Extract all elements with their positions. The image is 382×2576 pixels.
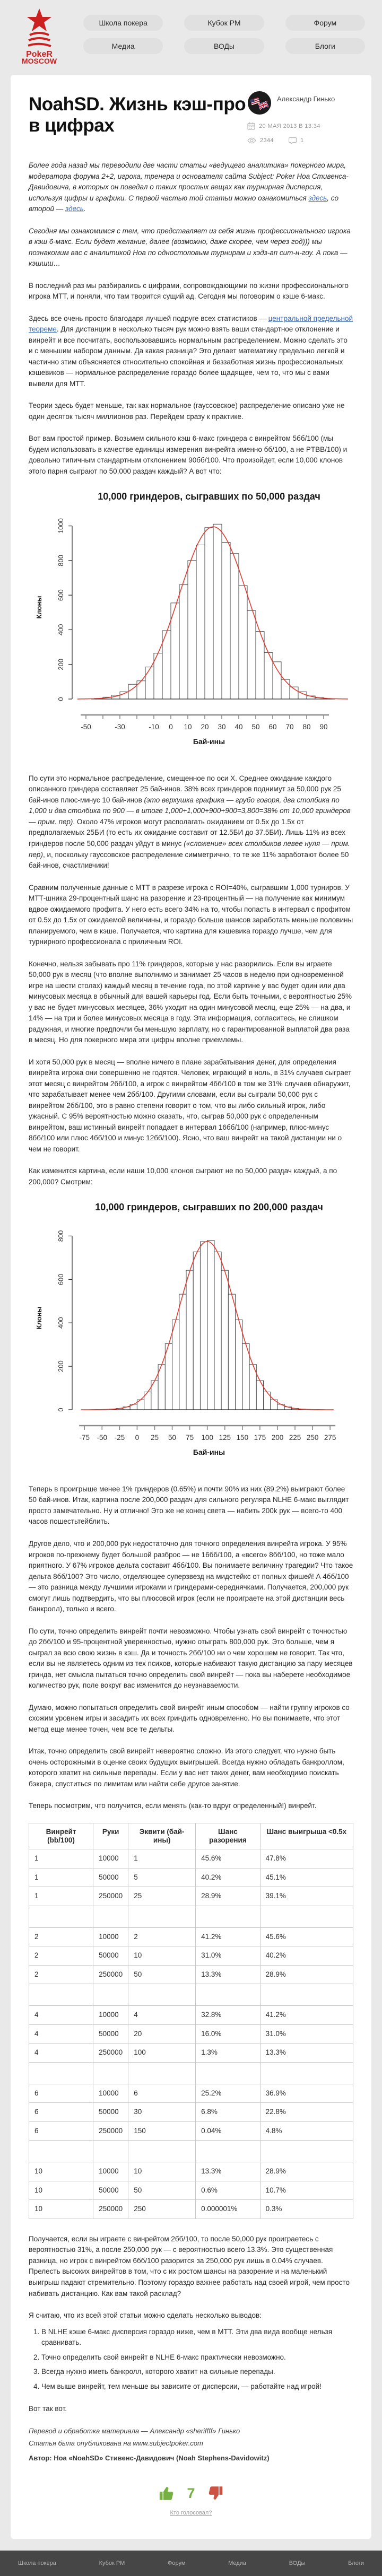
table-cell: 6.8%	[196, 2103, 261, 2122]
histogram-bars	[94, 525, 332, 700]
table-cell: 28.9%	[260, 1965, 353, 1984]
table-cell: 4	[29, 2024, 93, 2044]
table-cell: 6	[29, 2084, 93, 2103]
footer-link-5[interactable]: ВОДы	[289, 2560, 306, 2566]
text-run: Другое дело, что и 200,000 рук недостаточно для точного определения винрейта игрока. У 95% игроков по-прежнему будет большой разброс — не 16бб/100, а «всего» 8бб/100, но тоже мало приятного. У 67% игроков дельта составит 4бб/100. Вы понимаете величину трагедии? Что такое дельта 8бб/100? Это число, отделяющее суперзвезд на мидстейкс от полных фишей! А 4бб/100 — это разница между лучшими игроками и гриндерами-середнячками. Получается, 200,000 рук смогут лишь подтвердить, что вы плюсовой игрок (если не проиграете на этой дистанции весь банкролл), только и всего.	[29, 1540, 353, 1613]
table-cell: 250000	[93, 1965, 128, 1984]
section-after-table	[29, 2234, 353, 2299]
table-row	[29, 2024, 353, 2044]
table-cell	[93, 2062, 128, 2084]
article-paragraph	[29, 1626, 353, 1691]
table-cell: 13.3%	[260, 2044, 353, 2063]
table-cell	[260, 2062, 353, 2084]
table-cell	[128, 1984, 196, 2006]
table-cell: 1	[29, 1868, 93, 1887]
text-run: По сути это нормальное распределение, смещенное по оси X. Среднее ожидание каждого описанного гриндера составляет 25 бай-инов. 38% всех гриндеров поднимут за 50,000 рук 25 бай-инов плюс-минус 10 бай-инов	[29, 774, 341, 804]
article-paragraph	[29, 1166, 353, 1187]
svg-text:-75: -75	[79, 1434, 90, 1442]
article-paragraph	[29, 433, 353, 477]
table-header-cell: Винрейт (bb/100)	[29, 1823, 93, 1849]
table-cell: 10	[29, 2162, 93, 2181]
table-cell: 1.3%	[196, 2044, 261, 2063]
histogram-bars	[95, 1241, 319, 1410]
text-run: Итак, точно определить свой винрейт невероятно сложно. Из этого следует, что нужно быть очень осторожными в оценке своих будущих выигрышей. Всегда нужно обладать банкроллом, которого хватит на сильные перепады. Если у вас нет таких денег, вам необходимо поискать бэкера, спуститься по лимитам или найти себе другое занятие.	[29, 1747, 344, 1788]
table-row	[29, 1927, 353, 1946]
article-paragraph	[29, 1539, 353, 1615]
svg-text:200: 200	[57, 659, 65, 670]
table-cell: 40.2%	[196, 1868, 261, 1887]
text-run: Более года назад мы переводили две части статьи «ведущего аналитика» покерного мира, модератора форума 2+2, игрока, тренера и основателя сайта Subject: Poker Ноа Стивенса-Давидовича, в которых он поведал о таких простых вещах как турнирная дисперсия, используя цифры и графики. С первой частью той статьи можно ознакомиться	[29, 161, 349, 202]
text-run: Конечно, нельзя забывать про 11% гриндеров, которые у нас разорились. Если вы играете 50,000 рук в месяц (что вполне выполнимо и занимает 25 часов в неделю при одновременной игре на шести столах) каждый месяц в течение года, по этой картине у вас будет один или два минусовых месяца в обычный для вашей карьеры год. Если быть точными, с вероятностью 25% у вас не будет минусовых месяцев, 36% уходит на один минусовой месяц, еще 25% — на два, и 14% — на три и более минусовых месяца в году. Эта информация, согласитесь, не слишком радужная, и многие предпочли бы меньшую зарплату, но с гарантированной выплатой два раза в месяц. Но для покерного мира эти цифры вполне приемлемы.	[29, 960, 352, 1044]
table-cell: 31.0%	[260, 2024, 353, 2044]
table-header-cell: Шанс разорения	[196, 1823, 261, 1849]
logo-text-line1: PokeR	[26, 50, 53, 59]
table-cell: 30	[128, 2103, 196, 2122]
article-paragraph	[29, 773, 353, 871]
credit-translator: Перевод и обработка материала — Александр «sheriffff» Гинько	[29, 2426, 353, 2437]
page-title: NoahSD. Жизнь кэш-про в цифрах	[29, 94, 247, 144]
table-cell: 1	[29, 1849, 93, 1868]
table-row	[29, 2121, 353, 2141]
table-cell	[196, 2141, 261, 2162]
table-cell: 250	[128, 2200, 196, 2219]
table-cell: 150	[128, 2121, 196, 2141]
nav-item-4[interactable]: Медиа	[83, 38, 163, 54]
histogram-50k-hands	[29, 488, 353, 756]
avatar[interactable]	[247, 91, 272, 115]
text-run: . Для дистанции в несколько тысяч рук можно взять ваши стандартное отклонение и винрейт и все посчитать, воспользовавшись нормальным распределением. Можно сделать это и с меньшим набором данным. Да какая разница? Это делает математику предельно легкой и частично этим объясняется относительно спокойная и беззаботная жизнь профессиональных кэшевиков — нормальное распределение гораздо более щадящее, чем то, что мы с вами вывели для МТТ.	[29, 325, 348, 388]
section-after-chart1	[29, 773, 353, 1188]
article-paragraph	[29, 2234, 353, 2299]
comments-count[interactable]: 1	[300, 137, 304, 144]
svg-text:1000: 1000	[57, 518, 65, 534]
table-cell: 45.6%	[196, 1849, 261, 1868]
table-cell: 4	[29, 2044, 93, 2063]
table-cell: 10000	[93, 2162, 128, 2181]
table-cell: 4.8%	[260, 2121, 353, 2141]
title-row	[29, 91, 353, 144]
x-axis-label: Бай-ины	[193, 737, 225, 746]
table-cell: 4	[29, 2006, 93, 2025]
views-icon	[247, 137, 256, 144]
table-cell: 4	[128, 2006, 196, 2025]
nav-item-2[interactable]: Кубок РМ	[184, 15, 264, 31]
table-cell	[128, 2141, 196, 2162]
table-cell	[93, 2141, 128, 2162]
text-run: Как изменится картина, если наши 10,000 клонов сыграют не по 50,000 раздач каждый, а по 200,000? Смотрим:	[29, 1167, 337, 1186]
table-cell: 0.04%	[196, 2121, 261, 2141]
svg-text:25: 25	[151, 1434, 159, 1442]
article-paragraph	[29, 313, 353, 390]
table-header-cell: Руки	[93, 1823, 128, 1849]
svg-text:60: 60	[268, 723, 276, 731]
nav-item-6[interactable]: Блоги	[285, 38, 365, 54]
svg-text:70: 70	[285, 723, 293, 731]
svg-text:75: 75	[186, 1434, 194, 1442]
footer-link-1[interactable]: Школа покера	[18, 2560, 56, 2566]
nav-item-5[interactable]: ВОДы	[184, 38, 264, 54]
histogram-200k-hands	[29, 1199, 353, 1466]
text-run: . Около 47% игроков могут располагать ожиданием от 0.5x до 1.5x от предполагаемых 25БИ (то есть их ожидание составит от 12.5БИ до 37.5БИ). Лишь 11% из всех гриндеров после 50,000 раздач уйдут в минус	[29, 818, 345, 848]
table-cell: 50000	[93, 1868, 128, 1887]
chart2-wrap	[29, 1199, 353, 1470]
svg-text:10: 10	[184, 723, 192, 731]
table-cell: 32.8%	[196, 2006, 261, 2025]
y-axis-label: Клоны	[35, 596, 43, 619]
chart-title: 10,000 гриндеров, сыгравших по 50,000 раздач	[98, 491, 320, 502]
inline-link[interactable]: центральной предельной теореме	[29, 315, 353, 334]
text-run: , и, поскольку гауссовское распределение симметрично, то те же 11% заработают более 50 бай-инов, счастливчики!	[29, 851, 349, 870]
article-paragraph	[29, 281, 353, 302]
table-cell	[93, 1906, 128, 1927]
table-row	[29, 1946, 353, 1966]
table-cell: 45.6%	[260, 1927, 353, 1946]
conclusion-item-3: 3. Всегда нужно иметь банкролл, которого хватит на сильные перепады.	[41, 2367, 353, 2378]
svg-text:-30: -30	[115, 723, 125, 731]
svg-text:30: 30	[218, 723, 225, 731]
table-cell: 20	[128, 2024, 196, 2044]
table-cell: 6	[29, 2121, 93, 2141]
svg-text:80: 80	[302, 723, 310, 731]
credit-source: Статья была опубликована на www.subjectpoker.com	[29, 2438, 353, 2449]
table-cell: 0.6%	[196, 2181, 261, 2200]
table-cell: 45.1%	[260, 1868, 353, 1887]
section-after-chart2	[29, 1484, 353, 1812]
views-count: 2344	[260, 137, 274, 144]
table-cell: 2	[29, 1946, 93, 1966]
table-cell: 6	[29, 2103, 93, 2122]
table-cell	[196, 1984, 261, 2006]
poker-moscow-logo[interactable]	[12, 7, 67, 67]
site-header	[0, 0, 382, 73]
table-cell: 250000	[93, 2121, 128, 2141]
stats-table	[29, 1823, 353, 2219]
table-cell	[29, 2062, 93, 2084]
table-row	[29, 1887, 353, 1906]
svg-text:125: 125	[219, 1434, 231, 1442]
table-cell: 10000	[93, 1849, 128, 1868]
svg-text:275: 275	[324, 1434, 336, 1442]
table-cell: 13.3%	[196, 1965, 261, 1984]
outro-line: Вот так вот.	[29, 2404, 353, 2415]
chart1-wrap	[29, 488, 353, 759]
table-cell: 47.8%	[260, 1849, 353, 1868]
table-cell: 5	[128, 1868, 196, 1887]
article-paragraph	[29, 160, 353, 215]
table-cell: 250000	[93, 1887, 128, 1906]
table-cell: 16.0%	[196, 2024, 261, 2044]
comments-icon	[289, 137, 297, 144]
text-run: Думаю, можно попытаться определить свой винрейт иным способом — найти группу игроков со схожим уровнем игры и засадить их всех гриндить одновременно. Но вы понимаете, что этот метод еще менее точен, чем все те дельты.	[29, 1704, 350, 1733]
table-cell	[196, 2062, 261, 2084]
svg-text:400: 400	[57, 1317, 65, 1329]
table-cell: 0.3%	[260, 2200, 353, 2219]
text-run: Здесь все очень просто благодаря лучшей подруге всех статистиков —	[29, 315, 268, 322]
credits-block	[29, 2426, 353, 2464]
svg-text:250: 250	[307, 1434, 319, 1442]
table-cell: 31.0%	[196, 1946, 261, 1966]
svg-text:400: 400	[57, 624, 65, 636]
svg-text:0: 0	[169, 723, 173, 731]
table-spacer-row	[29, 1984, 353, 2006]
credit-author: Автор: Ноа «NoahSD» Стивенс-Давидович (Noah Stephens-Davidowitz)	[29, 2453, 353, 2464]
article-paragraph	[29, 226, 353, 269]
article-paragraph	[29, 1801, 353, 1812]
table-cell: 50000	[93, 2181, 128, 2200]
x-axis-label: Бай-ины	[193, 1448, 225, 1456]
thumbs-up-icon[interactable]	[158, 2484, 176, 2502]
svg-text:150: 150	[237, 1434, 249, 1442]
svg-text:40: 40	[235, 723, 242, 731]
table-cell: 250000	[93, 2200, 128, 2219]
table-cell: 25.2%	[196, 2084, 261, 2103]
article-paragraph	[29, 1702, 353, 1735]
svg-text:600: 600	[57, 590, 65, 601]
conclusions-list	[29, 2327, 353, 2392]
text-run: Вот вам простой пример. Возьмем сильного кэш 6-макс гриндера с винрейтом 5бб/100 (мы будем использовать в качестве единицы измерения винрейта именно бб/100, а не PTBB/100) и довольно типичным стандартным отклонением 90бб/100. Что произойдет, если 10,000 клонов этого парня сыграют по 50,000 раздач каждый? А вот что:	[29, 434, 347, 475]
text-run: , со второй —	[29, 194, 338, 213]
svg-text:90: 90	[319, 723, 327, 731]
table-row	[29, 1965, 353, 1984]
article-paragraph	[29, 1484, 353, 1527]
table-cell: 2	[29, 1927, 93, 1946]
table-row	[29, 2006, 353, 2025]
svg-text:0: 0	[135, 1434, 140, 1442]
table-cell: 2	[29, 1965, 93, 1984]
article-paragraph	[29, 1057, 353, 1155]
table-cell: 41.2%	[260, 2006, 353, 2025]
table-cell: 41.2%	[196, 1927, 261, 1946]
table-cell: 100	[128, 2044, 196, 2063]
svg-text:100: 100	[201, 1434, 213, 1442]
table-cell: 10	[29, 2200, 93, 2219]
table-cell: 22.8%	[260, 2103, 353, 2122]
thumbs-down-icon[interactable]	[206, 2484, 224, 2502]
table-cell: 13.3%	[196, 2162, 261, 2181]
svg-text:20: 20	[201, 723, 209, 731]
table-cell: 50	[128, 2181, 196, 2200]
table-row	[29, 2103, 353, 2122]
text-run: Теперь посмотрим, что получится, если менять (как-то вдруг определенный!) винрейт.	[29, 1802, 317, 1810]
inline-link[interactable]: здесь	[308, 194, 327, 202]
table-cell: 10	[128, 1946, 196, 1966]
table-cell: 1	[128, 1849, 196, 1868]
svg-text:50: 50	[251, 723, 259, 731]
publish-date-row	[247, 122, 353, 130]
svg-text:0: 0	[57, 1408, 65, 1412]
table-row	[29, 2181, 353, 2200]
conclusion-item-4: 4. Чем выше винрейт, тем меньше вы зависите от дисперсии, — работайте над игрой!	[41, 2381, 353, 2392]
svg-text:175: 175	[254, 1434, 266, 1442]
logo-text-line2: MOSCOW	[22, 57, 57, 65]
svg-text:-10: -10	[149, 723, 159, 731]
table-row	[29, 1849, 353, 1868]
table-cell: 28.9%	[260, 2162, 353, 2181]
svg-text:200: 200	[272, 1434, 284, 1442]
table-row	[29, 2044, 353, 2063]
svg-text:-50: -50	[97, 1434, 108, 1442]
vote-score: 7	[187, 2483, 195, 2504]
table-row	[29, 1868, 353, 1887]
table-cell	[29, 1984, 93, 2006]
table-cell: 6	[128, 2084, 196, 2103]
site-footer	[0, 2551, 382, 2576]
table-header-cell: Эквити (бай-ины)	[128, 1823, 196, 1849]
footer-link-2[interactable]: Кубок РМ	[99, 2560, 125, 2566]
text-run: Теории здесь будет меньше, так как нормальное (гауссовское) распределение описано уже не один десяток тысяч миллионов раз. Перейдем сразу к практике.	[29, 401, 345, 421]
svg-text:225: 225	[289, 1434, 301, 1442]
vote-widget	[29, 2483, 353, 2504]
table-cell: 10000	[93, 2084, 128, 2103]
author-box	[247, 91, 353, 144]
svg-text:50: 50	[168, 1434, 176, 1442]
svg-text:800: 800	[57, 1230, 65, 1242]
table-cell: 50000	[93, 2103, 128, 2122]
footer-link-6[interactable]: Блоги	[348, 2560, 364, 2566]
table-row	[29, 2162, 353, 2181]
table-cell: 25	[128, 1887, 196, 1906]
text-run: Теперь в проигрыше менее 1% гриндеров (0.65%) и почти 90% из них (89.2%) выиграют более 50 бай-инов. Итак, картина после 200,000 раздач для сильного регуляра NLHE 6-макс выглядит просто замечательно. Ну и отлично! Это же не конец света — набить 200k рук — всего-то 400 часов пошестьтейблить.	[29, 1485, 349, 1526]
table-cell	[29, 2141, 93, 2162]
footer-link-4[interactable]: Медиа	[228, 2560, 246, 2566]
article-paragraph	[29, 883, 353, 948]
table-cell	[260, 1984, 353, 2006]
table-cell: 39.1%	[260, 1887, 353, 1906]
table-cell: 10	[128, 2162, 196, 2181]
table-cell: 40.2%	[260, 1946, 353, 1966]
table-row	[29, 2200, 353, 2219]
text-run: Сравним полученные данные с МТТ в разрезе игрока с ROI=40%, сыгравшим 1,000 турниров. У МТТ-шника 29-процентный шанс на разорение и 23-процентный — на получение как минимум вдвое ожидаемого профита. У него есть всего 34% на то, чтобы попасть в интервал с профитом от 0.5x до 1.5x от ожидаемой величины, и гораздо больше шансов заработать меньше половины планируемого, чем в кэше. Получается, что картина для кэшевика гораздо лучше, чем для турнирного профессионала с приличным ROI.	[29, 884, 353, 946]
publish-date: 20 МАЯ 2013 В 13:34	[259, 123, 320, 129]
table-cell	[196, 1906, 261, 1927]
table-cell: 28.9%	[196, 1887, 261, 1906]
text-run: По сути, точно определить винрейт почти невозможно. Чтобы узнать свой винрейт с точностью до 2бб/100 и 95-процентной уверенностью, нужно отыграть 800,000 рук. Это больше, чем я сыграл за всю свою жизнь в кэш. Да и точность 2бб/100 ни о чем хорошем не говорит. Так что, если вы не являетесь одним из тех психов, которые набивают такую дистанцию за пару месяцев гринда, нет смысла пытаться точно определить свой винрейт — пока вы наберете необходимое количество рук, поле вокруг вас изменится до неузнаваемости.	[29, 1627, 353, 1690]
table-cell	[93, 1984, 128, 2006]
calendar-icon	[247, 122, 255, 130]
article-card	[11, 75, 371, 2539]
text-run: .	[84, 205, 86, 213]
table-cell	[260, 2141, 353, 2162]
logo-graphic	[12, 7, 67, 65]
table-cell	[29, 1906, 93, 1927]
table-cell	[128, 2062, 196, 2084]
y-axis-label: Клоны	[35, 1307, 43, 1330]
table-row	[29, 2084, 353, 2103]
table-header-row	[29, 1823, 353, 1849]
table-cell: 50000	[93, 1946, 128, 1966]
table-cell: 0.000001%	[196, 2200, 261, 2219]
who-voted-link[interactable]: Кто голосовал?	[29, 2509, 353, 2518]
table-spacer-row	[29, 2062, 353, 2084]
text-run: В последний раз мы разбирались с цифрами, сопровождающими по жизни профессионального игрока МТТ, и поняли, что там творится сущий ад. Сегодня мы поговорим о кэше 6-макс.	[29, 282, 349, 301]
text-run: И хотя 50,000 рук в месяц — вполне ничего в плане зарабатывания денег, для определения винрейта игрока они совершенно не годятся. Человек, играющий в ноль, в 31% случаев сыграет этот месяц с винрейтом 2бб/100, а игрок с винрейтом 4бб/100 в том же 31% случаев обнаружит, что зарабатывает менее чем 2бб/100. Другими словами, если вы сыграли 50,000 рук с винрейтом 2бб/100, это в равно степени говорит о том, что вы либо сильный игрок, либо ужасный. С 95% вероятностью можно сказать, что, сыграв 50,000 рук с определенным винрейтом, ваш истинный винрейт попадает в интервал 16бб/100 (например, плюс-минус 8бб/100 или плюс 4бб/100 и минус 12бб/100). Ясно, что ваш винрейт на такой дистанции ни о чем не говорит.	[29, 1058, 351, 1153]
article-paragraph	[29, 959, 353, 1046]
article-paragraph	[29, 400, 353, 422]
table-cell: 50	[128, 1965, 196, 1984]
conclusion-item-2: 2. Точно определить свой винрейт в NLHE 6-макс практически невозможно.	[41, 2352, 353, 2363]
inline-link[interactable]: здесь	[65, 205, 84, 213]
chart-title: 10,000 гриндеров, сыгравших по 200,000 раздач	[95, 1202, 323, 1212]
svg-text:-50: -50	[81, 723, 91, 731]
table-spacer-row	[29, 1906, 353, 1927]
table-cell: 1	[29, 1887, 93, 1906]
table-cell: 50000	[93, 2024, 128, 2044]
inline-note: (это верхушка графика — грубо говоря, два столбика по 1,000 и два столбика по 900 — в итоге 1,000+1,000+900+900=3,800=38% от 10,000 гриндеров — прим. пер)	[29, 796, 351, 826]
nav-item-3[interactable]: Форум	[285, 15, 365, 31]
text-run: Сегодня мы ознакомимся с тем, что представляет из себя жизнь профессионального игрока в кэш 6-макс. Если будет желание, далее (возможно, даже скорее, чем через год))) мы познакомим вас с аналитикой Ноа по одностоловым турнирам и хэдз-ап сит-н-гоу. А пока — кэшшш…	[29, 227, 351, 268]
table-cell: 10.7%	[260, 2181, 353, 2200]
nav-item-1[interactable]: Школа покера	[83, 15, 163, 31]
table-cell: 36.9%	[260, 2084, 353, 2103]
text-run: Получается, если вы играете с винрейтом 2бб/100, то после 50,000 рук проиграетесь с вероятностью 31%, а после 250,000 рук — с вероятностью всего 13.3%. Это существенная разница, но игрок с винрейтом 6бб/100 разорится за 250,000 рук лишь в 0.04% случаев. Прелесть высоких винрейтов в том, что с их ростом шансы на разорение и на маленький выигрыш падают стремительно. Поэтому гораздо важнее работать над своей игрой, чем просто набивать дистанцию. Как вам такой расклад?	[29, 2235, 350, 2298]
table-header-cell: Шанс выигрыша <0.5x	[260, 1823, 353, 1849]
svg-text:0: 0	[57, 697, 65, 701]
intro-section	[29, 160, 353, 269]
article-body	[29, 160, 353, 2518]
svg-text:600: 600	[57, 1274, 65, 1286]
table-cell	[128, 1906, 196, 1927]
table-cell: 10	[29, 2181, 93, 2200]
section-before-chart1	[29, 281, 353, 477]
table-cell	[260, 1906, 353, 1927]
conclusion-item-1: 1. В NLHE кэше 6-макс дисперсия гораздо ниже, чем в МТТ. Эти два вида вообще нельзя сравнивать.	[41, 2327, 353, 2348]
main-navigation	[83, 15, 365, 54]
svg-text:200: 200	[57, 1361, 65, 1373]
views-comments-row	[247, 137, 353, 144]
table-cell: 2	[128, 1927, 196, 1946]
conclusions-intro: Я считаю, что из всей этой статьи можно сделать несколько выводов:	[29, 2310, 353, 2321]
svg-text:-25: -25	[115, 1434, 125, 1442]
table-spacer-row	[29, 2141, 353, 2162]
author-name[interactable]: Александр Гинько	[277, 91, 335, 103]
table-cell: 10000	[93, 2006, 128, 2025]
table-cell: 10000	[93, 1927, 128, 1946]
table-cell: 250000	[93, 2044, 128, 2063]
article-paragraph	[29, 1746, 353, 1789]
footer-link-3[interactable]: Форум	[168, 2560, 185, 2566]
inline-note: («сложение» всех столбиков левее нуля — прим. пер)	[29, 840, 350, 859]
svg-text:800: 800	[57, 555, 65, 566]
